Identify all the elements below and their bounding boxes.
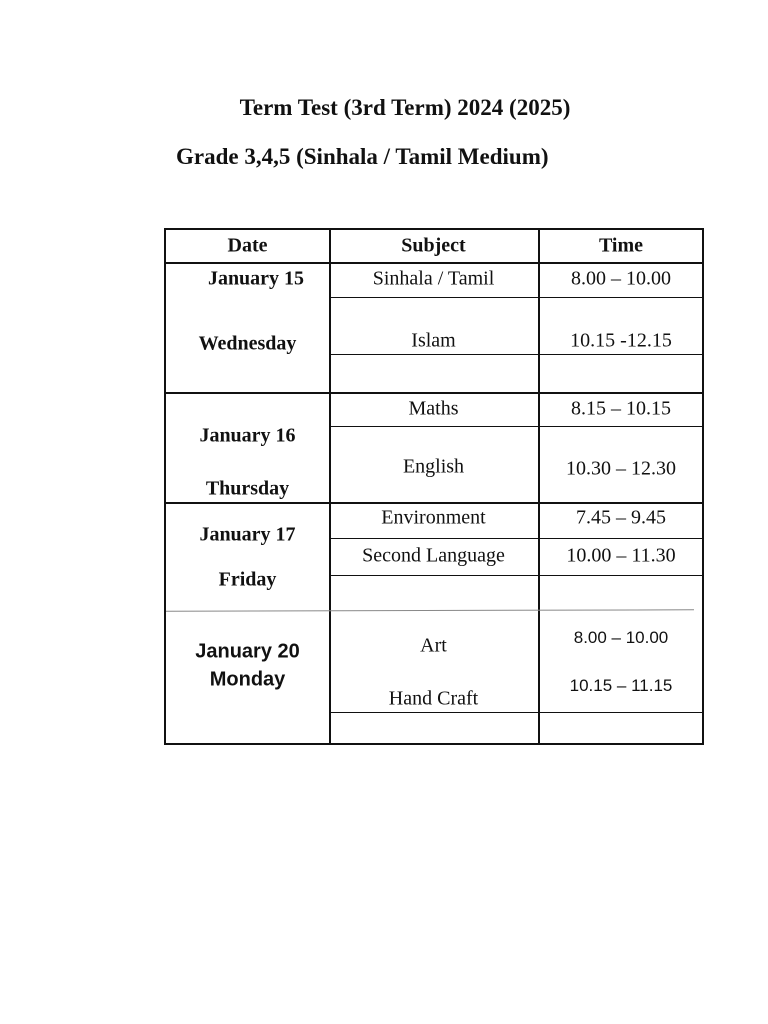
subject-cell: Environment xyxy=(381,506,486,529)
header-date: Date xyxy=(227,234,268,257)
time-cell: 10.30 – 12.30 xyxy=(566,457,676,480)
column-divider xyxy=(538,230,540,743)
subject-cell: Second Language xyxy=(362,544,505,567)
day-date: January 15 xyxy=(207,267,305,290)
row-divider xyxy=(329,575,702,576)
day-date: January 17 xyxy=(199,523,296,546)
row-divider xyxy=(329,538,702,539)
document-title: Term Test (3rd Term) 2024 (2025) xyxy=(239,95,571,120)
day-weekday: Monday xyxy=(209,668,286,691)
subject-cell: Maths xyxy=(408,397,459,420)
header-subject: Subject xyxy=(401,234,466,257)
row-divider xyxy=(329,712,702,713)
subject-cell: Sinhala / Tamil xyxy=(372,267,495,290)
time-cell: 7.45 – 9.45 xyxy=(576,506,666,529)
header-time: Time xyxy=(598,234,644,257)
header-divider xyxy=(166,262,702,264)
time-cell: 10.15 – 11.15 xyxy=(569,676,673,695)
column-divider xyxy=(329,230,331,743)
day-date: January 20 xyxy=(195,640,300,663)
time-cell: 10.00 – 11.30 xyxy=(566,544,676,567)
time-cell: 10.15 -12.15 xyxy=(570,329,672,352)
row-divider xyxy=(329,426,702,427)
day-divider xyxy=(166,609,694,611)
timetable xyxy=(164,228,704,745)
day-divider xyxy=(166,392,702,394)
time-cell: 8.00 – 10.00 xyxy=(571,267,671,290)
day-weekday: Friday xyxy=(218,568,277,591)
row-divider xyxy=(329,297,702,298)
row-divider xyxy=(329,354,702,355)
subject-cell: English xyxy=(402,455,465,478)
day-date: January 16 xyxy=(199,424,296,447)
time-cell: 8.15 – 10.15 xyxy=(571,397,671,420)
document-subtitle: Grade 3,4,5 (Sinhala / Tamil Medium) xyxy=(176,144,549,169)
day-divider xyxy=(166,502,702,504)
subject-cell: Islam xyxy=(411,329,456,352)
day-weekday: Thursday xyxy=(205,477,290,500)
subject-cell: Hand Craft xyxy=(388,687,479,710)
time-cell: 8.00 – 10.00 xyxy=(573,628,669,647)
subject-cell: Art xyxy=(420,634,447,657)
day-weekday: Wednesday xyxy=(198,332,297,355)
